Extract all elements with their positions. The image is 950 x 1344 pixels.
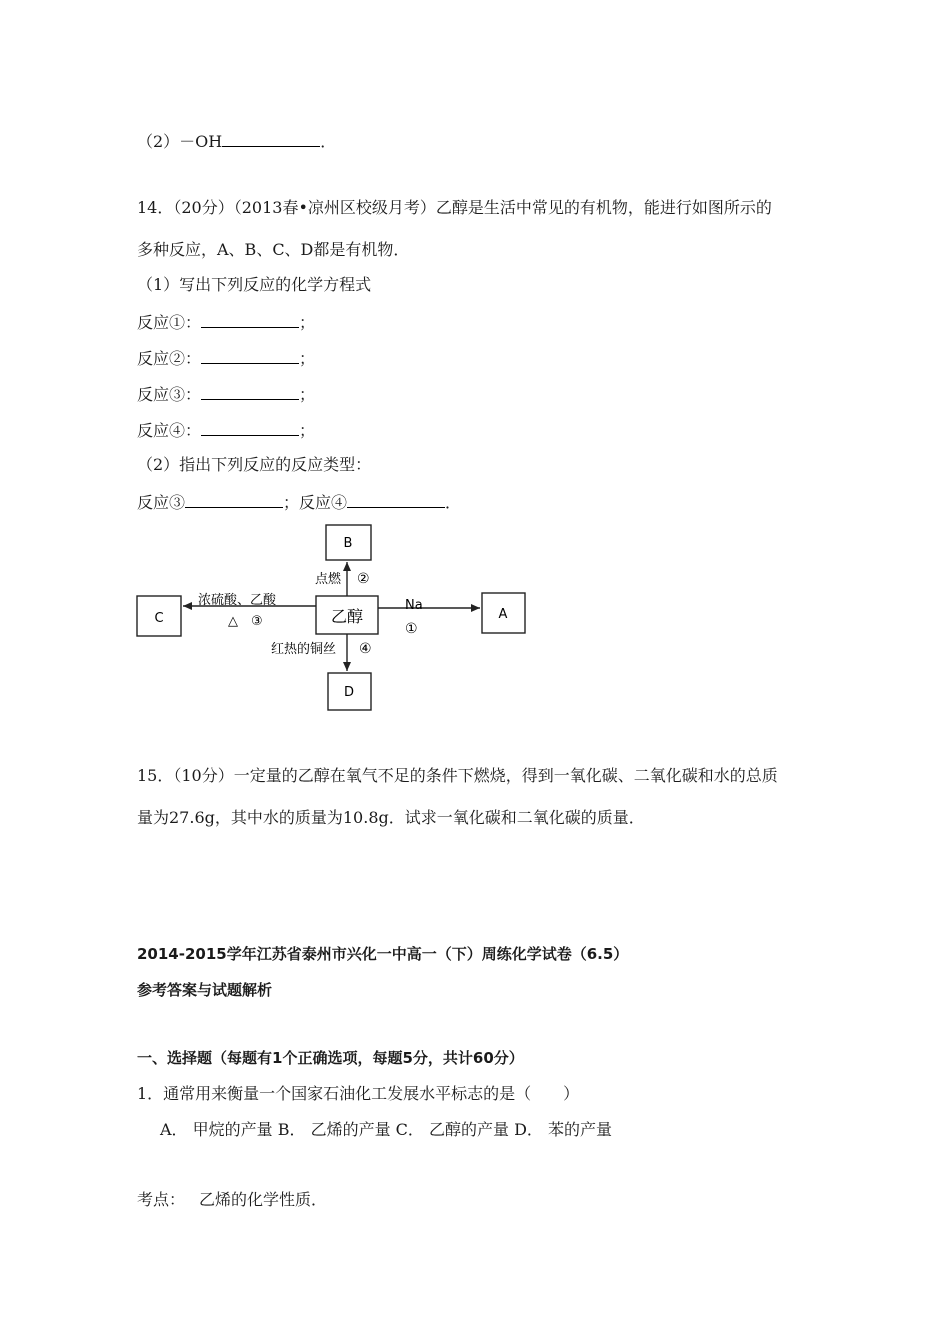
- answer-subtitle: 参考答案与试题解析: [137, 981, 273, 999]
- q15-line1: 15．（10分）一定量的乙醇在氧气不足的条件下燃烧，得到一氧化碳、二氧化碳和水的总质: [137, 766, 778, 785]
- q14-sub2: （2）指出下列反应的反应类型：: [137, 455, 372, 474]
- label-c: C: [154, 611, 164, 626]
- cond-d-text: 红热的铜丝: [271, 642, 337, 657]
- semicolon: ；: [299, 421, 316, 440]
- reaction-3-label: 反应③：: [137, 385, 202, 404]
- kaodian-row: [137, 1190, 327, 1210]
- cond-a-top: Na: [405, 598, 423, 613]
- reaction-2-label: 反应②：: [137, 349, 202, 368]
- kaodian-label: 考点：: [137, 1190, 186, 1209]
- kaodian-value: 乙烯的化学性质．: [199, 1190, 328, 1209]
- reaction-1-label: 反应①：: [137, 313, 202, 332]
- cond-c-bottom: △ ③: [228, 614, 263, 629]
- question-1-options: A． 甲烷的产量 B． 乙烯的产量 C． 乙醇的产量 D． 苯的产量: [160, 1120, 612, 1139]
- question-1: 1．通常用来衡量一个国家石油化工发展水平标志的是（ ）: [137, 1084, 580, 1103]
- q13-part2-prefix: （2）－OH: [137, 132, 223, 151]
- semicolon: ；: [299, 349, 316, 368]
- period: ．: [445, 493, 462, 512]
- label-ethanol: 乙醇: [330, 607, 364, 626]
- label-a: A: [498, 607, 508, 622]
- cond-d-number: ④: [359, 641, 372, 657]
- reaction-type-3-label: 反应③: [137, 493, 186, 512]
- q13-part2-suffix: ．: [320, 132, 337, 151]
- cond-b-number: ②: [357, 571, 370, 587]
- cond-b-text: 点燃: [315, 572, 342, 587]
- cond-c-top: 浓硫酸、乙酸: [198, 593, 277, 608]
- q14-line1: 14．（20分）（2013春•凉州区校级月考）乙醇是生活中常见的有机物，能进行如图所示的: [137, 198, 772, 217]
- q15-line2: 量为27.6g，其中水的质量为10.8g．试求一氧化碳和二氧化碳的质量．: [137, 808, 645, 827]
- section-heading: 一、选择题（每题有1个正确选项，每题5分，共计60分）: [137, 1049, 524, 1067]
- answer-title: 2014-2015学年江苏省泰州市兴化一中高一（下）周练化学试卷（6.5）: [137, 945, 629, 963]
- label-d: D: [343, 685, 355, 700]
- q14-sub1: （1）写出下列反应的化学方程式: [137, 275, 372, 294]
- q14-line2: 多种反应，A、B、C、D都是有机物．: [137, 240, 410, 259]
- cond-a-bottom: ①: [405, 621, 418, 637]
- reaction-4-label: 反应④：: [137, 421, 202, 440]
- reaction-type-4-label: ；反应④: [283, 493, 348, 512]
- semicolon: ；: [299, 313, 316, 332]
- semicolon: ；: [299, 385, 316, 404]
- label-b: B: [343, 536, 353, 551]
